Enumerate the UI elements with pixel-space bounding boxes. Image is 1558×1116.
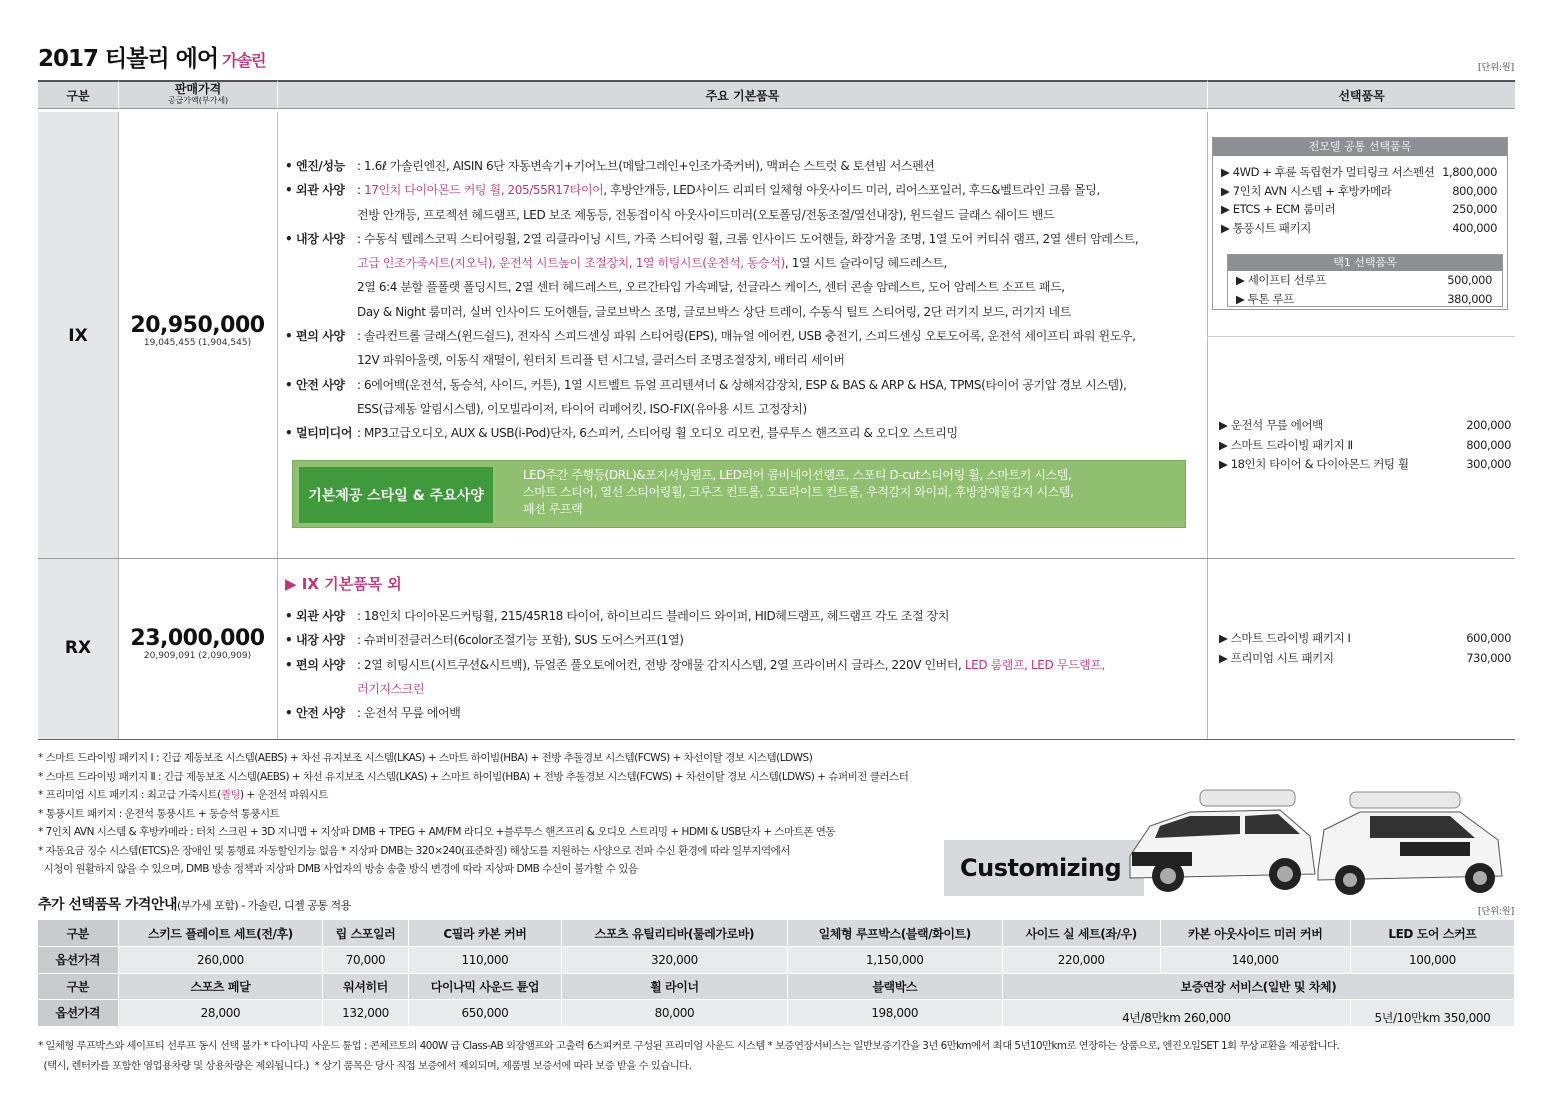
accessory-cell: 립 스포일러 bbox=[323, 920, 408, 947]
warranty-header: 보증연장 서비스(일반 및 차체) bbox=[1002, 973, 1514, 1000]
spec-label: • 내장 사양 bbox=[285, 231, 345, 246]
accessory-cell: 카본 아웃사이드 미러 커버 bbox=[1160, 920, 1350, 947]
option-price: 800,000 bbox=[1452, 183, 1497, 198]
spec-text: Day & Night 룸미러, 실버 인사이드 도어핸들, 글로브박스 조명, 글로브박스 상단 트레이, 수동식 틸트 스티어링, 2단 러기지 보드, 러기지 네트 bbox=[357, 304, 1071, 319]
spec-row bbox=[285, 324, 1138, 348]
spec-label bbox=[285, 348, 357, 372]
accessory-cell: 220,000 bbox=[1002, 947, 1160, 974]
spec-text: : 17인치 다이아몬드 커팅 휠, 205/55R17타이어, 후방안개등, LED사이드 리피터 일체형 아웃사이드 미러, 리어스포일러, 후드&벨트라인 크롬 몰딩, bbox=[357, 183, 1100, 198]
spec-row bbox=[285, 348, 1138, 372]
spec-text: 2열 6:4 분할 풀폴랫 폴딩시트, 2열 센터 헤드레스트, 오르간타입 가속페달, 선글라스 케이스, 센터 콘솔 암레스트, 도어 암레스트 소프트 패드, bbox=[357, 280, 1065, 295]
spec-row bbox=[285, 178, 1138, 202]
spec-text: : 18인치 다이아몬드커팅휠, 215/45R18 타이어, 하이브리드 블레이드 와이퍼, HID헤드램프, 헤드램프 각도 조절 장치 bbox=[357, 609, 950, 623]
spec-label bbox=[285, 677, 357, 701]
pick1-list bbox=[1228, 271, 1502, 308]
spec-row bbox=[285, 300, 1138, 324]
accessory-cell: 260,000 bbox=[118, 947, 323, 974]
option-price: 380,000 bbox=[1447, 291, 1492, 306]
pick1-box bbox=[1227, 254, 1503, 307]
option-price: 730,000 bbox=[1466, 650, 1511, 665]
option-item bbox=[1213, 200, 1507, 219]
option-name: ▶ 운전석 무릎 에어백 bbox=[1219, 418, 1323, 432]
spec-row bbox=[285, 154, 1138, 178]
spec-row bbox=[285, 653, 1105, 677]
spec-text: : 슈퍼비전클러스터(6color조절기능 포함), SUS 도어스커프(1열) bbox=[357, 633, 684, 648]
common-options-box bbox=[1212, 137, 1508, 310]
spec-row bbox=[285, 397, 1138, 421]
spec-text: : 2열 히팅시트(시트쿠션&시트백), 듀얼존 풀오토에어컨, 전방 장애물 감지시스템, 2열 프라이버시 글라스, 220V 인버터, LED 룸램프, LED 무드램프, bbox=[357, 657, 1105, 672]
spec-row bbox=[285, 203, 1138, 227]
spec-row bbox=[285, 421, 1138, 445]
accessory-cell: 140,000 bbox=[1160, 947, 1350, 974]
accessory-cell: LED 도어 스커프 bbox=[1350, 920, 1514, 947]
option-price: 200,000 bbox=[1466, 418, 1511, 432]
accessory-cell: 100,000 bbox=[1350, 947, 1514, 974]
spec-label: • 내장 사양 bbox=[285, 633, 345, 648]
option-item bbox=[1219, 416, 1511, 436]
option-item bbox=[1213, 163, 1507, 182]
accessory-cell: 사이드 실 세트(좌/우) bbox=[1002, 920, 1160, 947]
car-rear-illustration bbox=[1310, 780, 1510, 900]
option-name: ▶ 스마트 드라이빙 패키지 Ⅰ bbox=[1219, 631, 1351, 645]
style-box-text: LED주간 주행등(DRL)&포지셔닝램프, LED리어 콤비네이션램프, 스포티 D-cut스티어링 휠, 스마트키 시스템, 스마트 스티어, 열선 스티어링휠, 크루즈 컨트롤, 오토라이트 컨트롤, 우적감지 와이퍼, 후방장애물감지 시스템, 패션 루프랙 bbox=[523, 468, 1074, 516]
spec-text: 고급 인조가죽시트(지오닉), 운전석 시트높이 조절장치, 1열 히팅시트(운전석, 동승석), 1열 시트 슬라이딩 헤드레스트, bbox=[357, 256, 947, 271]
rx-options-list bbox=[1219, 629, 1511, 668]
footnotes: * 일체형 루프박스와 세이프티 선루프 동시 선택 불가 * 다이나믹 사운드 튠업 : 콘체르토의 400W 급 Class-AB 외장앰프와 고출력 6스피커로 구성된 프리미엄 사운드 시스템 * 보증연장서비스는 일반보증기간을 3년 6만km에서 최대 5년10만km로 연장하는 상품으로, 엔진오일SET 1회 무상교환을 제공합니다. (택시, 렌터카를 포함한 영업용차량 및 상용차량은 제외됩니다.) * 상기 품목은 당사 직접 보증에서 제외되며, 제품별 보증서에 따라 보증 받을 수 있습니다. bbox=[38, 1040, 1340, 1072]
unit-label: [단위:원] bbox=[1478, 63, 1515, 73]
option-item bbox=[1219, 629, 1511, 649]
accessory-cell: 스포츠 유틸리티바(툴레가로바) bbox=[562, 920, 787, 947]
spec-row bbox=[285, 251, 1138, 275]
spec-label: • 엔진/성능 bbox=[285, 159, 345, 173]
spec-label: • 멀티미디어 bbox=[285, 426, 353, 441]
spec-text: : 운전석 무릎 에어백 bbox=[357, 706, 461, 721]
accessory-cell: 다이나믹 사운드 튠업 bbox=[408, 973, 562, 1000]
option-item bbox=[1219, 436, 1511, 456]
price-ix: 20,950,000 19,045,455 (1,904,545) bbox=[130, 313, 265, 348]
header-price: 판매가격 공급가액(부가세) bbox=[118, 80, 277, 109]
rx-heading: ▶ IX 기본품목 외 bbox=[285, 575, 402, 593]
spec-label: • 편의 사양 bbox=[285, 657, 345, 672]
accessory-cell: 블랙박스 bbox=[787, 973, 1002, 1000]
page-title bbox=[38, 40, 266, 73]
accessory-cell: 320,000 bbox=[562, 947, 787, 974]
warranty-b: 5년/10만km 350,000 bbox=[1350, 1000, 1514, 1027]
accessory-cell: 일체형 루프박스(블랙/화이트) bbox=[787, 920, 1002, 947]
option-price: 800,000 bbox=[1466, 437, 1511, 452]
option-item bbox=[1219, 455, 1511, 475]
spec-label: • 외관 사양 bbox=[285, 183, 345, 198]
spec-text: : 1.6ℓ 가솔린엔진, AISIN 6단 자동변속기+기어노브(메탈그레인+인조가죽커버), 맥퍼슨 스트럿 & 토션빔 서스펜션 bbox=[357, 159, 935, 173]
option-price: 500,000 bbox=[1447, 273, 1492, 287]
header-basic-items: 주요 기본품목 bbox=[277, 80, 1207, 109]
notes: * 스마트 드라이빙 패키지 Ⅰ : 긴급 제동보조 시스템(AEBS) + 차선 유지보조 시스템(LKAS) + 스마트 하이빔(HBA) + 전방 추돌경보 시스템(FCWS) + 차선이탈 경보 시스템(LDWS) * 스마트 드라이빙 패키지 Ⅱ : 긴급 제동보조 시스템(AEBS) + 차선 유지보조 시스템(LKAS) + 스마트 하이빔(HBA) + 전방 추돌경보 시스템(FCWS) + 차선이탈 경보 시스템(LDWS) + 슈퍼비전 클러스터 * 프리미엄 시트 패키지 : 최고급 가죽시트(퀼팅) + 운전석 파워시트 * 통풍시트 패키지 : 운전석 통풍시트 + 동승석 통풍시트 * 7인치 AVN 시스템 & 후방카메라 : 터치 스크린 + 3D 지니맵 + 지상파 DMB + TPEG + AM/FM 라디오 +블루투스 핸즈프리 & 오디오 스트리밍 + HDMI & USB단자 + 스마트폰 연동 * 자동요금 징수 시스템(ETCS)은 장애인 및 통행료 자동할인기능 없음 * 지상파 DMB는 320×240(표준화질) 해상도를 지원하는 사양으로 전파 수신 환경에 따라 일부지역에서 시청이 원활하지 않을 수 있으며, DMB 방송 정책과 지상파 DMB 사업자의 방송 송출 방식 변경에 따라 지상파 DMB 수신이 불가할 수 있음 bbox=[38, 752, 909, 875]
accessory-cell: 28,000 bbox=[118, 1000, 323, 1027]
title-main: 2017 티볼리 에어 bbox=[38, 46, 219, 72]
accessory-table: 구분 스키드 플레이트 세트(전/후) 립 스포일러 C필라 카본 커버 스포츠 유틸리티바(툴레가로바) 일체형 루프박스(블랙/화이트) 사이드 실 세트(좌/우) 카본 아웃사이드 미러 커버 LED 도어 스커프 옵션가격 260,000 70,000 110,000 320,000 1,150,000 220,000 140,000 100,000 구분 스포츠 페달 워셔히터 다이나믹 사운드 튠업 휠 라이너 블랙박스 보증연장 서비스(일반 및 차체) 옵션가격 28,000 132,000 650,000 80,000 198,000 4년/8만km 260,000 5년/10만km 350,000 bbox=[38, 920, 1515, 1027]
common-options-list bbox=[1213, 156, 1507, 237]
option-name: ▶ 4WD + 후륜 독립현가 멀티링크 서스펜션 bbox=[1221, 165, 1435, 179]
title-sub: 가솔린 bbox=[222, 51, 266, 70]
spec-row bbox=[285, 604, 1105, 628]
spec-label bbox=[285, 203, 357, 227]
option-name: ▶ 프리미엄 시트 패키지 bbox=[1219, 650, 1334, 665]
accessory-cell: 198,000 bbox=[787, 1000, 1002, 1027]
option-price: 400,000 bbox=[1452, 220, 1497, 235]
spec-text: 러기지스크린 bbox=[357, 681, 425, 696]
option-name: ▶ 스마트 드라이빙 패키지 Ⅱ bbox=[1219, 437, 1353, 452]
option-name: ▶ 통풍시트 패키지 bbox=[1221, 220, 1311, 235]
spec-label: • 편의 사양 bbox=[285, 329, 345, 344]
header-category: 구분 bbox=[38, 80, 118, 109]
accessory-cell: 110,000 bbox=[408, 947, 562, 974]
option-name: ▶ 7인치 AVN 시스템 + 후방카메라 bbox=[1221, 183, 1392, 198]
spec-text: 12V 파워아울렛, 이동식 재떨이, 원터치 트리플 턴 시그널, 클러스터 조명조절장치, 배터리 세이버 bbox=[357, 353, 845, 368]
customizing-banner: Customizing bbox=[944, 840, 1144, 896]
price-rx: 23,000,000 20,909,091 (2,090,909) bbox=[130, 626, 265, 661]
spec-label bbox=[285, 300, 357, 324]
option-item bbox=[1213, 182, 1507, 201]
spec-label bbox=[285, 397, 357, 421]
spec-label: • 외관 사양 bbox=[285, 609, 345, 623]
spec-text: : 6에어백(운전석, 동승석, 사이드, 커튼), 1열 시트벨트 듀얼 프리텐셔너 & 상해저감장치, ESP & BAS & ARP & HSA, TPMS(타이어 공기압 경보 시스템), bbox=[357, 377, 1127, 392]
option-item bbox=[1213, 219, 1507, 238]
car-front-illustration bbox=[1120, 776, 1320, 898]
warranty-a: 4년/8만km 260,000 bbox=[1002, 1000, 1350, 1027]
spec-text: : 수동식 텔레스코픽 스티어링휠, 2열 리클라이닝 시트, 가죽 스티어링 휠, 크롬 인사이드 도어핸들, 화장거울 조명, 1열 도어 커티쉬 램프, 2열 센터 암레스트, bbox=[357, 231, 1139, 246]
pick1-title: 택1 선택품목 bbox=[1228, 255, 1502, 271]
accessory-cell: 132,000 bbox=[323, 1000, 408, 1027]
spec-row bbox=[285, 677, 1105, 701]
spec-row bbox=[285, 628, 1105, 652]
accessory-cell: 80,000 bbox=[562, 1000, 787, 1027]
spec-row bbox=[285, 275, 1138, 299]
style-box-label: 기본제공 스타일 & 주요사양 bbox=[299, 467, 493, 523]
spec-text: 전방 안개등, 프로젝션 헤드램프, LED 보조 제동등, 전동접이식 아웃사이드미러(오토폴딩/전동조절/열선내장), 윈드쉴드 글래스 쉐이드 밴드 bbox=[357, 207, 1055, 222]
premium-note: * 프리미엄 시트 패키지 : 최고급 가죽시트(퀼팅) + 운전석 파워시트 bbox=[38, 789, 328, 801]
spec-label: • 안전 사양 bbox=[285, 377, 345, 392]
option-price: 1,800,000 bbox=[1442, 165, 1497, 179]
spec-row bbox=[285, 227, 1138, 251]
accessory-cell: 650,000 bbox=[408, 1000, 562, 1027]
option-name: ▶ 18인치 타이어 & 다이아몬드 커팅 휠 bbox=[1219, 457, 1409, 471]
rx-spec-list bbox=[285, 604, 1105, 725]
accessory-cell: 70,000 bbox=[323, 947, 408, 974]
spec-row bbox=[285, 373, 1138, 397]
option-item bbox=[1219, 649, 1511, 669]
accessory-cell: 1,150,000 bbox=[787, 947, 1002, 974]
trim-ix: IX bbox=[68, 326, 88, 346]
spec-text: : MP3고급오디오, AUX & USB(i-Pod)단자, 6스피커, 스티어링 휠 오디오 리모컨, 블루투스 핸즈프리 & 오디오 스트리밍 bbox=[357, 426, 958, 441]
common-options-title: 전모델 공통 선택품목 bbox=[1213, 138, 1507, 156]
option-name: ▶ ETCS + ECM 룸미러 bbox=[1221, 202, 1336, 216]
ix-options-list bbox=[1219, 416, 1511, 475]
accessory-cell: 워셔히터 bbox=[323, 973, 408, 1000]
accessory-cell: 휠 라이너 bbox=[562, 973, 787, 1000]
trim-rx: RX bbox=[64, 638, 92, 658]
option-name: ▶ 투톤 루프 bbox=[1236, 291, 1294, 306]
option-name: ▶ 세이프티 선루프 bbox=[1236, 273, 1326, 287]
spec-label bbox=[285, 251, 357, 275]
spec-label: • 안전 사양 bbox=[285, 706, 345, 721]
header-options: 선택품목 bbox=[1207, 80, 1515, 109]
accessory-cell: 스키드 플레이트 세트(전/후) bbox=[118, 920, 323, 947]
accessory-cell: 스포츠 페달 bbox=[118, 973, 323, 1000]
option-item bbox=[1228, 271, 1502, 290]
accessory-cell: C필라 카본 커버 bbox=[408, 920, 562, 947]
option-item bbox=[1228, 290, 1502, 309]
accessory-title: 추가 선택품목 가격안내(부가세 포함) - 가솔린, 디젤 공통 적용 bbox=[38, 897, 351, 913]
ix-style-box bbox=[292, 460, 1186, 528]
spec-text: ESS(급제동 알림시스템), 이모빌라이저, 타이어 리페어킷, ISO-FIX(유아용 시트 고정장치) bbox=[357, 401, 807, 416]
spec-row bbox=[285, 701, 1105, 725]
ix-spec-list bbox=[285, 154, 1138, 446]
spec-label bbox=[285, 275, 357, 299]
option-price: 300,000 bbox=[1466, 457, 1511, 471]
accessory-unit: [단위:원] bbox=[1478, 907, 1515, 917]
option-price: 600,000 bbox=[1466, 631, 1511, 645]
option-price: 250,000 bbox=[1452, 202, 1497, 216]
spec-text: : 솔라컨트롤 글래스(윈드쉴드), 전자식 스피드센싱 파워 스티어링(EPS), 매뉴얼 에어컨, USB 충전기, 스피드센싱 오토도어록, 운전석 세이프티 파워 윈도우, bbox=[357, 329, 1136, 344]
